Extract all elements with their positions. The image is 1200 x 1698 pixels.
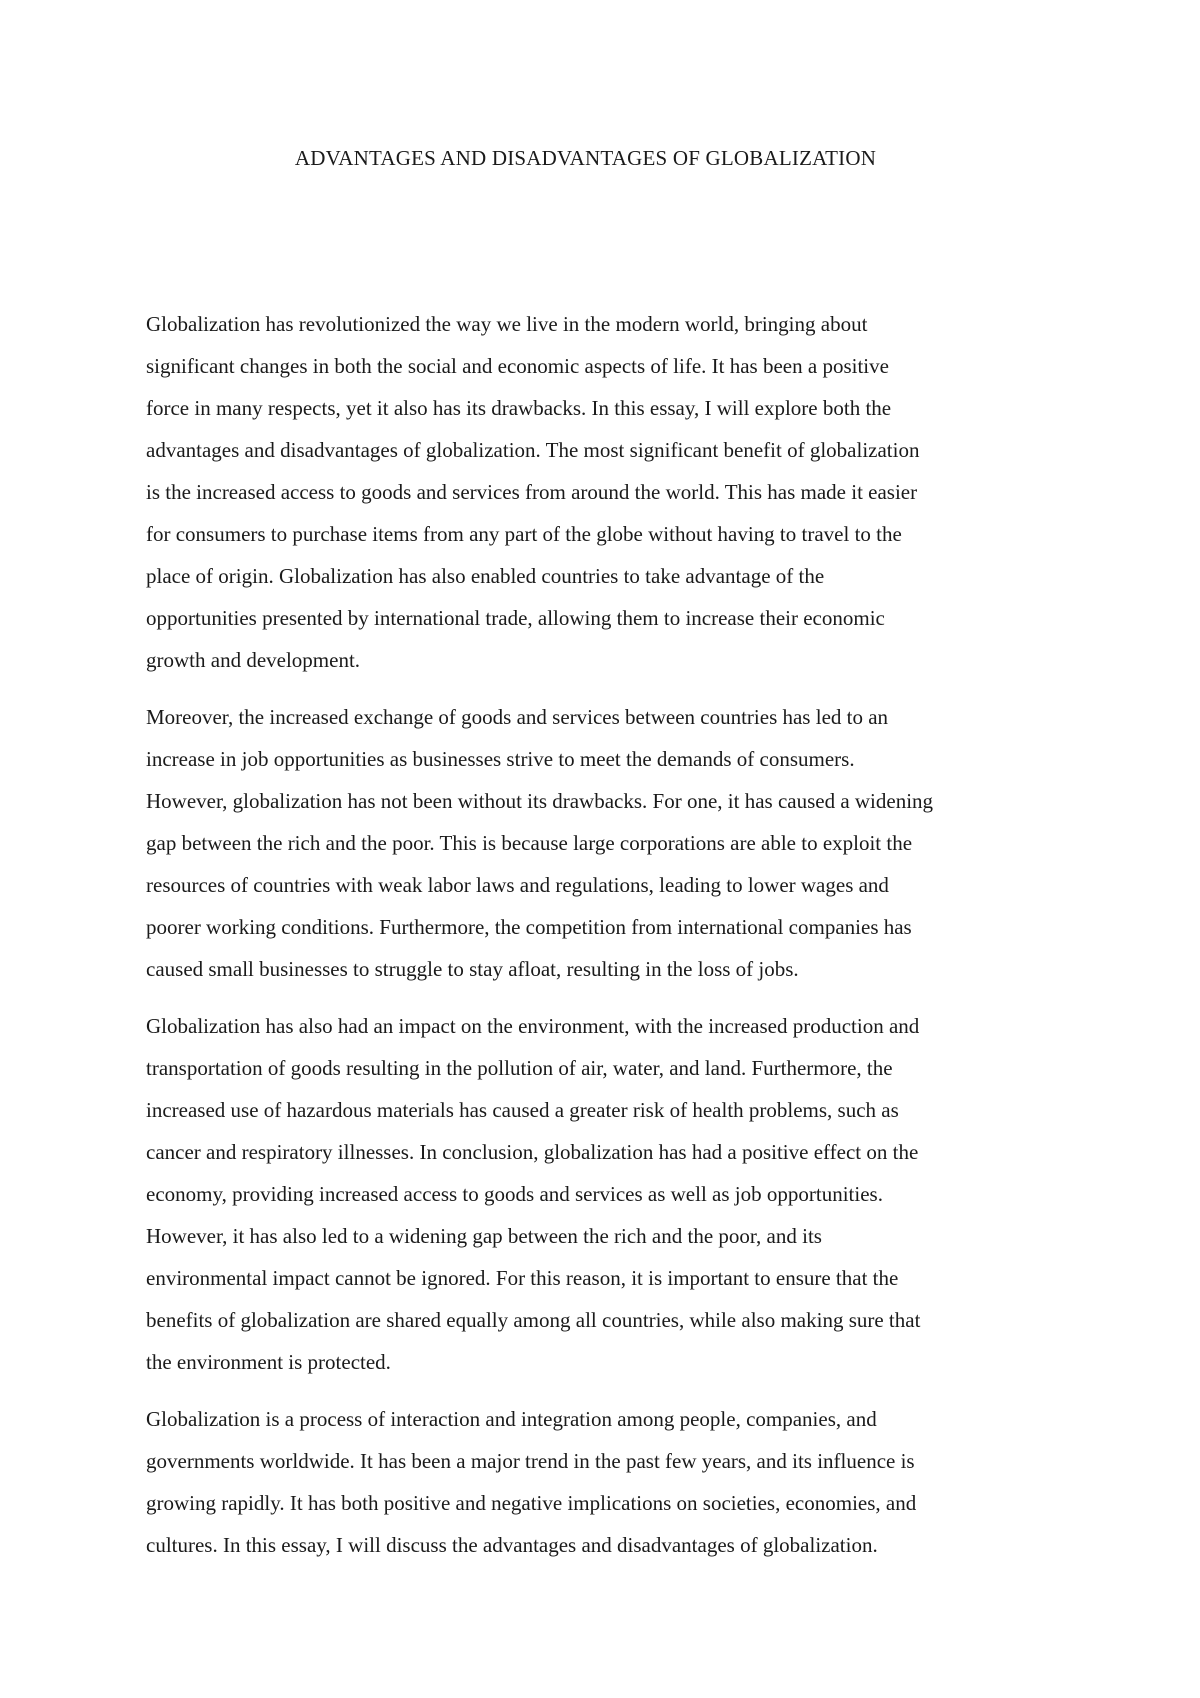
document-body bbox=[146, 303, 1070, 1581]
text-line: cultures. In this essay, I will discuss the advantages and disadvantages of globalization. bbox=[146, 1533, 878, 1557]
text-line: Globalization has revolutionized the way we live in the modern world, bringing about bbox=[146, 312, 868, 336]
text-line: growth and development. bbox=[146, 648, 361, 672]
text-line: Globalization has also had an impact on the environment, with the increased production and bbox=[146, 1014, 920, 1038]
text-line: caused small businesses to struggle to stay afloat, resulting in the loss of jobs. bbox=[146, 957, 799, 981]
text-line: increase in job opportunities as businesses strive to meet the demands of consumers. bbox=[146, 747, 855, 771]
text-line: is the increased access to goods and services from around the world. This has made it easier bbox=[146, 480, 918, 504]
text-line: Globalization is a process of interaction and integration among people, companies, and bbox=[146, 1407, 877, 1431]
text-line: growing rapidly. It has both positive and negative implications on societies, economies, and bbox=[146, 1491, 917, 1515]
text-line: However, it has also led to a widening gap between the rich and the poor, and its bbox=[146, 1224, 822, 1248]
text-line: significant changes in both the social and economic aspects of life. It has been a positive bbox=[146, 354, 889, 378]
paragraph-4 bbox=[146, 1398, 1070, 1566]
paragraph-1 bbox=[146, 303, 1070, 681]
text-line: economy, providing increased access to goods and services as well as job opportunities. bbox=[146, 1182, 883, 1206]
text-line: cancer and respiratory illnesses. In conclusion, globalization has had a positive effect on the bbox=[146, 1140, 919, 1164]
text-line: benefits of globalization are shared equally among all countries, while also making sure that bbox=[146, 1308, 921, 1332]
text-line: environmental impact cannot be ignored. For this reason, it is important to ensure that the bbox=[146, 1266, 899, 1290]
text-line: However, globalization has not been without its drawbacks. For one, it has caused a widening bbox=[146, 789, 934, 813]
text-line: transportation of goods resulting in the pollution of air, water, and land. Furthermore, the bbox=[146, 1056, 893, 1080]
text-line: resources of countries with weak labor laws and regulations, leading to lower wages and bbox=[146, 873, 889, 897]
text-line: for consumers to purchase items from any part of the globe without having to travel to the bbox=[146, 522, 902, 546]
text-line: governments worldwide. It has been a major trend in the past few years, and its influence is bbox=[146, 1449, 915, 1473]
text-line: the environment is protected. bbox=[146, 1350, 391, 1374]
text-line: advantages and disadvantages of globalization. The most significant benefit of globalization bbox=[146, 438, 920, 462]
text-line: increased use of hazardous materials has caused a greater risk of health problems, such as bbox=[146, 1098, 899, 1122]
text-line: opportunities presented by international trade, allowing them to increase their economic bbox=[146, 606, 885, 630]
paragraph-3 bbox=[146, 1005, 1070, 1383]
paragraph-2 bbox=[146, 696, 1070, 990]
text-line: Moreover, the increased exchange of goods and services between countries has led to an bbox=[146, 705, 889, 729]
document-title: ADVANTAGES AND DISADVANTAGES OF GLOBALIZATION bbox=[294, 146, 877, 170]
text-line: gap between the rich and the poor. This is because large corporations are able to exploit the bbox=[146, 831, 913, 855]
text-line: poorer working conditions. Furthermore, the competition from international companies has bbox=[146, 915, 912, 939]
text-line: force in many respects, yet it also has its drawbacks. In this essay, I will explore both the bbox=[146, 396, 892, 420]
text-line: place of origin. Globalization has also enabled countries to take advantage of the bbox=[146, 564, 825, 588]
